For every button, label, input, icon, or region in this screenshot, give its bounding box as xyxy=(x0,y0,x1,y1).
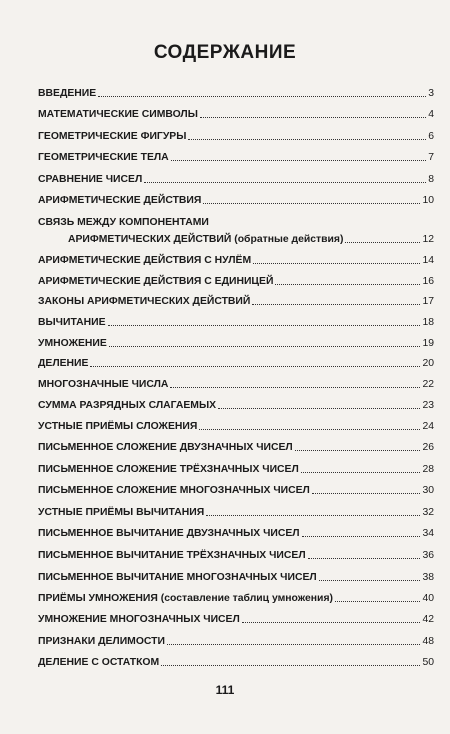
toc-entry-text: МАТЕМАТИЧЕСКИЕ СИМВОЛЫ xyxy=(38,109,198,120)
toc-entry-text: ПИСЬМЕННОЕ СЛОЖЕНИЕ ДВУЗНАЧНЫХ ЧИСЕЛ xyxy=(38,442,293,453)
toc-entry xyxy=(38,655,434,669)
toc-entry xyxy=(38,548,434,562)
toc-entry-page: 8 xyxy=(428,174,434,185)
toc-entry-text: ВЫЧИТАНИЕ xyxy=(38,317,106,328)
toc-entry-text: СУММА РАЗРЯДНЫХ СЛАГАЕМЫХ xyxy=(38,400,217,411)
toc-entry-page: 16 xyxy=(422,276,434,287)
toc-entry-page: 38 xyxy=(422,572,434,583)
toc-entry xyxy=(38,86,434,100)
toc-entry xyxy=(38,526,434,540)
toc-entry xyxy=(38,612,434,626)
toc-leader xyxy=(203,203,420,204)
toc-entry xyxy=(38,356,434,370)
toc-leader xyxy=(98,96,426,97)
toc-entry-text: АРИФМЕТИЧЕСКИХ ДЕЙСТВИЙ (обратные действия) xyxy=(68,234,344,245)
toc-entry xyxy=(38,294,434,308)
toc-entry-page: 30 xyxy=(422,485,434,496)
toc-leader xyxy=(161,665,420,666)
toc-entry-continuation xyxy=(38,232,434,246)
toc-leader xyxy=(170,387,420,388)
toc-entry-page: 12 xyxy=(422,234,434,245)
toc-entry-text: ДЕЛЕНИЕ С ОСТАТКОМ xyxy=(38,657,160,668)
toc-entry-text: ПИСЬМЕННОЕ ВЫЧИТАНИЕ МНОГОЗНАЧНЫХ ЧИСЕЛ xyxy=(38,572,317,583)
toc-entry-page: 26 xyxy=(422,442,434,453)
toc-leader xyxy=(109,346,421,347)
toc-entry-page: 24 xyxy=(422,421,434,432)
toc-entry xyxy=(38,419,434,433)
page-title: СОДЕРЖАНИЕ xyxy=(153,42,297,63)
toc-leader xyxy=(308,558,421,559)
toc-leader xyxy=(167,644,420,645)
toc-entry-page: 40 xyxy=(422,593,434,604)
toc-entry-text: ГЕОМЕТРИЧЕСКИЕ ФИГУРЫ xyxy=(38,131,187,142)
toc-entry-page: 50 xyxy=(422,657,434,668)
toc-entry-text: АРИФМЕТИЧЕСКИЕ ДЕЙСТВИЯ С ЕДИНИЦЕЙ xyxy=(38,276,274,287)
toc-entry xyxy=(38,215,434,229)
toc-entry-page: 48 xyxy=(422,636,434,647)
toc-leader xyxy=(242,622,421,623)
toc-entry xyxy=(38,505,434,519)
toc-entry-page: 32 xyxy=(422,507,434,518)
toc-entry-text: ПИСЬМЕННОЕ ВЫЧИТАНИЕ ТРЁХЗНАЧНЫХ ЧИСЕЛ xyxy=(38,550,306,561)
toc-entry-page: 19 xyxy=(422,338,434,349)
toc-entry-text: СРАВНЕНИЕ ЧИСЕЛ xyxy=(38,174,143,185)
toc-leader xyxy=(108,325,421,326)
toc-entry-page: 4 xyxy=(428,109,434,120)
toc-entry-text: УМНОЖЕНИЕ МНОГОЗНАЧНЫХ ЧИСЕЛ xyxy=(38,614,240,625)
toc-entry xyxy=(38,274,434,288)
toc-entry-page: 10 xyxy=(422,195,434,206)
toc-entry-page: 28 xyxy=(422,464,434,475)
page-number: 111 xyxy=(215,683,235,697)
toc-entry-page: 20 xyxy=(422,358,434,369)
toc-entry xyxy=(38,591,434,605)
toc-entry xyxy=(38,107,434,121)
toc-entry-text: УСТНЫЕ ПРИЁМЫ СЛОЖЕНИЯ xyxy=(38,421,198,432)
toc-leader xyxy=(295,450,421,451)
toc-entry xyxy=(38,315,434,329)
toc-entry-page: 22 xyxy=(422,379,434,390)
toc-leader xyxy=(253,263,420,264)
toc-entry-text: АРИФМЕТИЧЕСКИЕ ДЕЙСТВИЯ xyxy=(38,195,202,206)
toc-leader xyxy=(199,429,420,430)
toc-entry-text: АРИФМЕТИЧЕСКИЕ ДЕЙСТВИЯ С НУЛЁМ xyxy=(38,255,252,266)
toc-entry xyxy=(38,150,434,164)
toc-entry-page: 6 xyxy=(428,131,434,142)
toc-entry-page: 34 xyxy=(422,528,434,539)
toc-entry-text: ПИСЬМЕННОЕ ВЫЧИТАНИЕ ДВУЗНАЧНЫХ ЧИСЕЛ xyxy=(38,528,300,539)
toc-entry-text: МНОГОЗНАЧНЫЕ ЧИСЛА xyxy=(38,379,169,390)
toc-leader xyxy=(302,536,421,537)
toc-entry xyxy=(38,462,434,476)
toc-entry xyxy=(38,377,434,391)
toc-leader xyxy=(319,580,421,581)
toc-entry xyxy=(38,440,434,454)
toc-entry-page: 18 xyxy=(422,317,434,328)
toc-entry xyxy=(38,129,434,143)
toc-entry xyxy=(38,398,434,412)
toc-entry-page: 23 xyxy=(422,400,434,411)
toc-leader xyxy=(301,472,421,473)
toc-leader xyxy=(188,139,426,140)
toc-entry-text: УСТНЫЕ ПРИЁМЫ ВЫЧИТАНИЯ xyxy=(38,507,205,518)
toc-leader xyxy=(335,601,420,602)
toc-leader xyxy=(90,366,420,367)
toc-entry xyxy=(38,634,434,648)
toc-entry-text: ЗАКОНЫ АРИФМЕТИЧЕСКИХ ДЕЙСТВИЙ xyxy=(38,296,251,307)
toc-leader xyxy=(171,160,427,161)
toc-leader xyxy=(312,493,421,494)
toc-entry-text: ПИСЬМЕННОЕ СЛОЖЕНИЕ ТРЁХЗНАЧНЫХ ЧИСЕЛ xyxy=(38,464,299,475)
toc-entry-text: УМНОЖЕНИЕ xyxy=(38,338,107,349)
toc-entry-text: СВЯЗЬ МЕЖДУ КОМПОНЕНТАМИ xyxy=(38,217,209,228)
toc-entry-page: 17 xyxy=(422,296,434,307)
toc-entry-page: 36 xyxy=(422,550,434,561)
toc-leader xyxy=(275,284,420,285)
toc-entry-page: 14 xyxy=(422,255,434,266)
toc-leader xyxy=(252,304,420,305)
toc-entry xyxy=(38,172,434,186)
toc-entry-text: ДЕЛЕНИЕ xyxy=(38,358,89,369)
toc-entry-page: 3 xyxy=(428,88,434,99)
toc-leader xyxy=(206,515,420,516)
toc-entry xyxy=(38,483,434,497)
toc-entry-page: 42 xyxy=(422,614,434,625)
toc-entry xyxy=(38,193,434,207)
toc-leader xyxy=(218,408,420,409)
toc-entry-text: ПРИЗНАКИ ДЕЛИМОСТИ xyxy=(38,636,165,647)
toc-leader xyxy=(200,117,426,118)
toc-entry xyxy=(38,253,434,267)
toc-entry-text: ПИСЬМЕННОЕ СЛОЖЕНИЕ МНОГОЗНАЧНЫХ ЧИСЕЛ xyxy=(38,485,310,496)
toc-entry xyxy=(38,336,434,350)
toc-leader xyxy=(345,242,420,243)
toc-entry xyxy=(38,570,434,584)
toc-entry-text: ВВЕДЕНИЕ xyxy=(38,88,97,99)
toc-leader xyxy=(144,182,426,183)
toc-entry-text: ГЕОМЕТРИЧЕСКИЕ ТЕЛА xyxy=(38,152,169,163)
toc-entry-page: 7 xyxy=(428,152,434,163)
toc-entry-text: ПРИЁМЫ УМНОЖЕНИЯ (составление таблиц умножения) xyxy=(38,593,333,604)
